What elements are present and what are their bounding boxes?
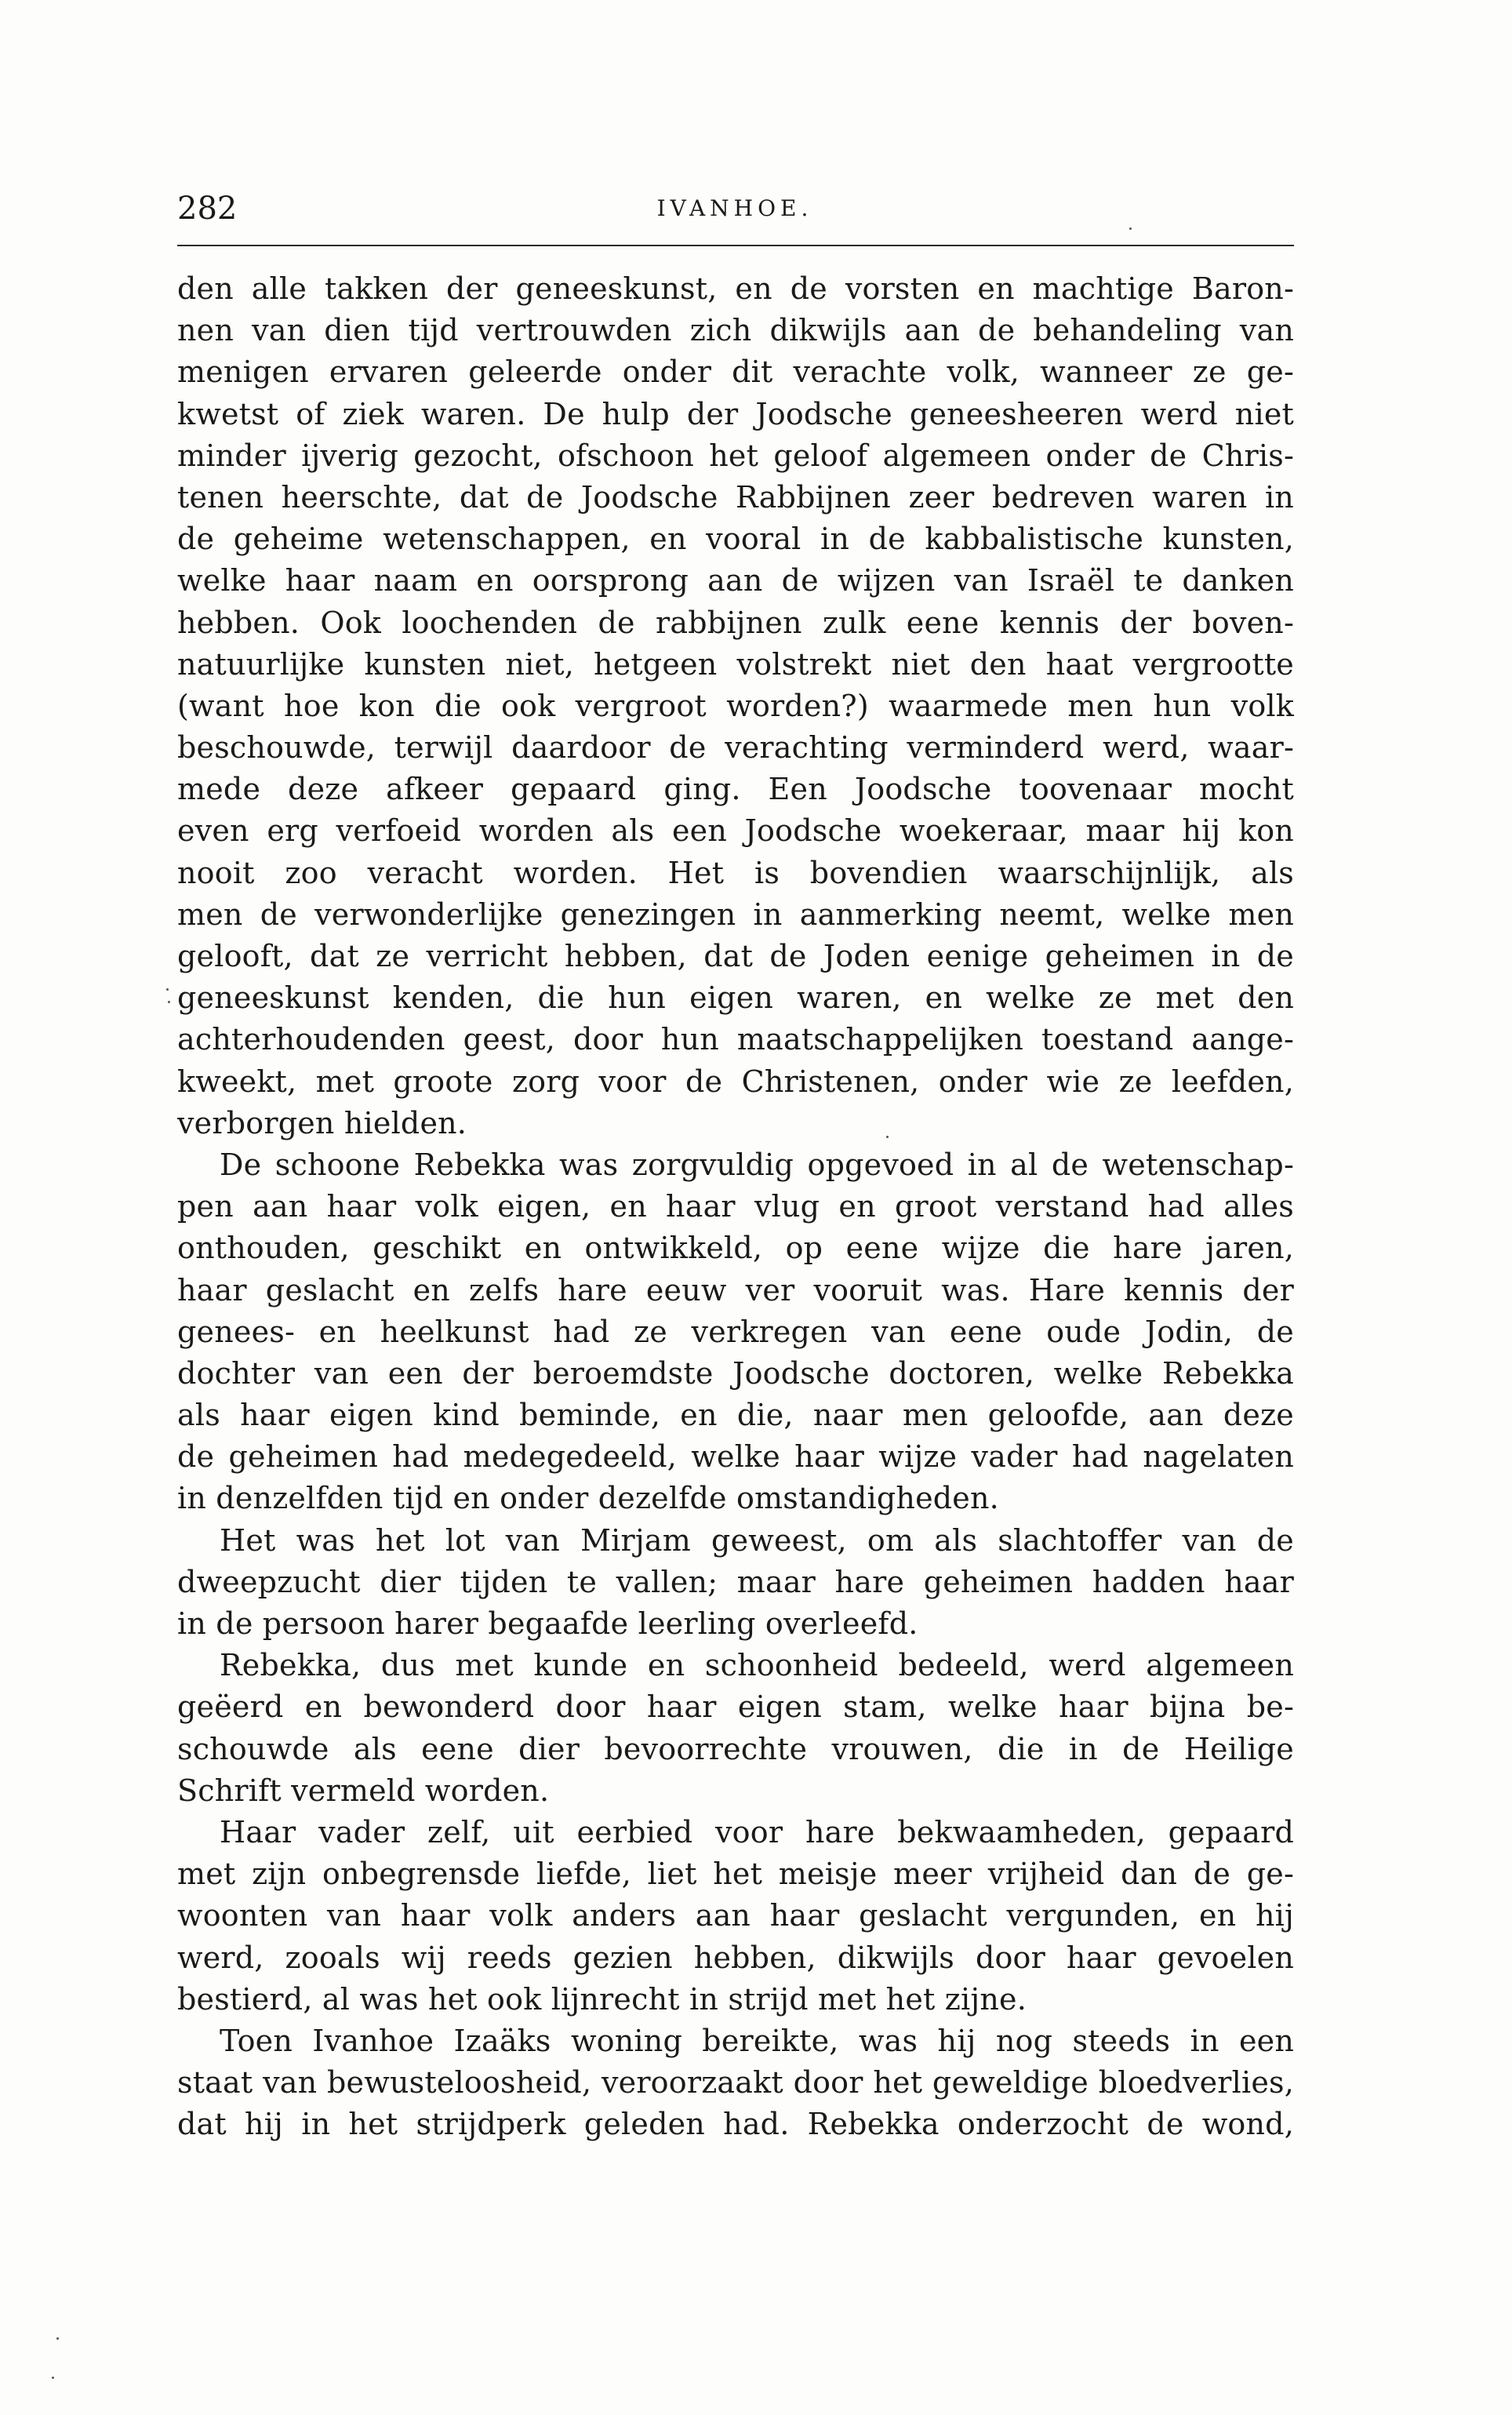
text-line: staat van bewusteloosheid, veroorzaakt door het geweldige bloedverlies,: [177, 2065, 1294, 2100]
text-line: hebben. Ook loochenden de rabbijnen zulk eene kennis der boven-: [177, 605, 1294, 640]
page-header: [177, 188, 1292, 235]
text-line: haar geslacht en zelfs hare eeuw ver vooruit was. Hare kennis der: [177, 1272, 1294, 1308]
print-speck: [886, 1136, 889, 1138]
page-number: 282: [177, 191, 238, 227]
text-line: woonten van haar volk anders aan haar geslacht vergunden, en hij: [177, 1898, 1294, 1933]
text-line: in de persoon harer begaafde leerling overleefd.: [177, 1606, 918, 1641]
text-line: nen van dien tijd vertrouwden zich dikwijls aan de behandeling van: [177, 313, 1294, 348]
print-speck: [1129, 227, 1132, 230]
text-line: Rebekka, dus met kunde en schoonheid bedeeld, werd algemeen: [220, 1648, 1294, 1683]
text-line: onthouden, geschikt en ontwikkeld, op eene wijze die hare jaren,: [177, 1231, 1294, 1266]
text-line: genees- en heelkunst had ze verkregen van eene oude Jodin, de: [177, 1314, 1294, 1349]
text-line: den alle takken der geneeskunst, en de vorsten en machtige Baron-: [177, 271, 1294, 306]
text-line: men de verwonderlijke genezingen in aanmerking neemt, welke men: [177, 897, 1294, 932]
text-line: natuurlijke kunsten niet, hetgeen volstrekt niet den haat vergrootte: [177, 646, 1294, 682]
text-line: beschouwde, terwijl daardoor de verachting verminderd werd, waar-: [177, 730, 1294, 766]
body-text: [177, 268, 1294, 2145]
text-line: verborgen hielden.: [177, 1105, 467, 1140]
running-title: IVANHOE.: [656, 195, 813, 221]
text-line: kwetst of ziek waren. De hulp der Joodsche geneesheeren werd niet: [177, 396, 1294, 431]
text-line: (want hoe kon die ook vergroot worden?) waarmede men hun volk: [177, 688, 1294, 723]
text-line: met zijn onbegrensde liefde, liet het meisje meer vrijheid dan de ge-: [177, 1857, 1294, 1892]
text-line: bestierd, al was het ook lijnrecht in strijd met het zijne.: [177, 1981, 1027, 2017]
print-speck: [168, 1001, 170, 1003]
text-line: tenen heerschte, dat de Joodsche Rabbijnen zeer bedreven waren in: [177, 479, 1294, 515]
text-line: gelooft, dat ze verricht hebben, dat de Joden eenige geheimen in de: [177, 939, 1294, 973]
text-line: menigen ervaren geleerde onder dit verachte volk, wanneer ze ge-: [177, 355, 1294, 390]
text-line: dat hij in het strijdperk geleden had. Rebekka onderzocht de wond,: [177, 2107, 1294, 2142]
text-line: Haar vader zelf, uit eerbied voor hare bekwaamheden, gepaard: [220, 1814, 1294, 1849]
print-speck: [166, 988, 169, 991]
text-line: schouwde als eene dier bevoorrechte vrouwen, die in de Heilige: [177, 1731, 1294, 1766]
text-line: pen aan haar volk eigen, en haar vlug en groot verstand had alles: [177, 1189, 1294, 1224]
print-speck: [52, 2377, 54, 2379]
header-rule: [177, 245, 1294, 246]
text-line: achterhoudenden geest, door hun maatschappelijken toestand aange-: [177, 1022, 1294, 1057]
text-line: geëerd en bewonderd door haar eigen stam, welke haar bijna be-: [177, 1689, 1294, 1725]
text-line: werd, zooals wij reeds gezien hebben, dikwijls door haar gevoelen: [177, 1940, 1294, 1975]
text-line: dweepzucht dier tijden te vallen; maar hare geheimen hadden haar: [177, 1564, 1294, 1599]
text-line: Het was het lot van Mirjam geweest, om als slachtoffer van de: [220, 1522, 1294, 1558]
text-line: geneeskunst kenden, die hun eigen waren, en welke ze met den: [177, 980, 1294, 1016]
text-line: als haar eigen kind beminde, en die, naar men geloofde, aan deze: [177, 1398, 1294, 1433]
text-line: in denzelfden tijd en onder dezelfde omstandigheden.: [177, 1481, 999, 1516]
text-line: minder ijverig gezocht, ofschoon het geloof algemeen onder de Chris-: [177, 438, 1294, 473]
text-line: nooit zoo veracht worden. Het is bovendien waarschijnlijk, als: [177, 855, 1294, 890]
text-line: welke haar naam en oorsprong aan de wijzen van Israël te danken: [177, 563, 1294, 598]
text-line: de geheimen had medegedeeld, welke haar wijze vader had nagelaten: [177, 1439, 1294, 1475]
text-line: Toen Ivanhoe Izaäks woning bereikte, was hij nog steeds in een: [220, 2023, 1294, 2058]
text-line: even erg verfoeid worden als een Joodsche woekeraar, maar hij kon: [177, 813, 1294, 849]
text-line: Schrift vermeld worden.: [177, 1773, 550, 1808]
text-line: De schoone Rebekka was zorgvuldig opgevoed in al de wetenschap-: [220, 1147, 1294, 1182]
text-line: dochter van een der beroemdste Joodsche doctoren, welke Rebekka: [177, 1355, 1294, 1391]
text-line: kweekt, met groote zorg voor de Christenen, onder wie ze leefden,: [177, 1064, 1294, 1099]
text-line: de geheime wetenschappen, en vooral in de kabbalistische kunsten,: [177, 522, 1294, 557]
print-speck: [56, 2337, 59, 2340]
text-line: mede deze afkeer gepaard ging. Een Joodsche toovenaar mocht: [177, 772, 1294, 807]
